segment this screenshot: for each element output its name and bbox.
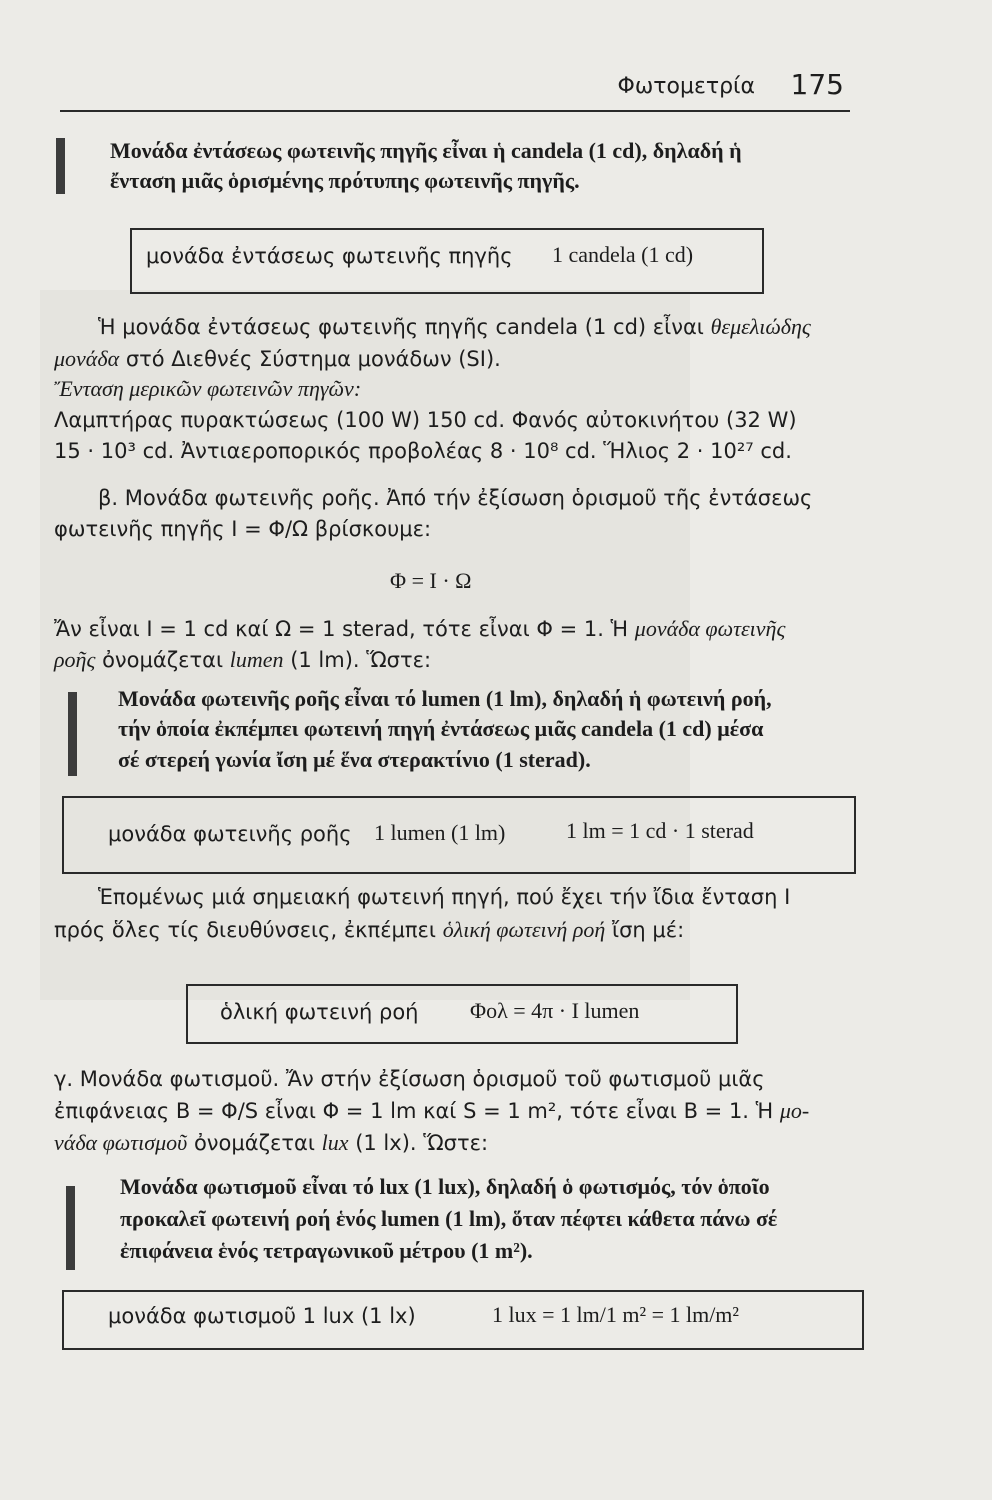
section-b-line1: β. Μονάδα φωτεινῆς ροῆς. Ἀπό τήν ἐξίσωση ὁρισμοῦ τῆς ἐντάσεως: [98, 486, 813, 510]
section-b-line3: Ἄν εἶναι I = 1 cd καί Ω = 1 sterad, τότε εἶναι Φ = 1. Ἡ μονάδα φωτεινῆς: [54, 616, 786, 641]
lux-box-relation: 1 lux = 1 lm/1 m² = 1 lm/m²: [492, 1302, 740, 1327]
lux-definition-line2: προκαλεῖ φωτεινή ροή ἑνός lumen (1 lm), ὅταν πέφτει κάθετα πάνω σέ: [120, 1206, 778, 1231]
definition-marker-bar: [68, 692, 77, 776]
para1-line3: Ἔνταση μερικῶν φωτεινῶν πηγῶν:: [54, 376, 362, 401]
total-flux-formula: Φολ = 4π · I lumen: [470, 998, 640, 1023]
lux-definition-line3: ἐπιφάνεια ἑνός τετραγωνικοῦ μέτρου (1 m²).: [120, 1238, 533, 1263]
lumen-definition-line3: σέ στερεή γωνία ἴση μέ ἕνα στερακτίνιο (1 sterad).: [118, 747, 591, 772]
definition-marker-bar: [56, 138, 65, 194]
lux-box-label: μονάδα φωτισμοῦ 1 lux (1 lx): [108, 1304, 416, 1328]
candela-definition-line2: ἔνταση μιᾶς ὁρισμένης πρότυπης φωτεινῆς πηγῆς.: [110, 168, 580, 193]
header-rule: [60, 110, 850, 112]
definition-marker-bar: [66, 1186, 75, 1270]
lux-unit-box: [62, 1290, 864, 1350]
total-flux-label: ὁλική φωτεινή ροή: [220, 1000, 419, 1024]
para1-line4: Λαμπτήρας πυρακτώσεως (100 W) 150 cd. Φανός αὐτοκινήτου (32 W): [54, 408, 797, 432]
lumen-box-relation: 1 lm = 1 cd · 1 sterad: [566, 818, 754, 843]
candela-unit-box: [130, 228, 764, 294]
section-b-line2: φωτεινῆς πηγῆς I = Φ/Ω βρίσκουμε:: [54, 517, 432, 541]
para2-line2: πρός ὅλες τίς διευθύνσεις, ἐκπέμπει ὁλική φωτεινή ροή ἴση μέ:: [54, 917, 685, 942]
para2-line1: Ἑπομένως μιά σημειακή φωτεινή πηγή, πού ἔχει τήν ἴδια ἔνταση I: [98, 885, 791, 909]
lumen-box-label: μονάδα φωτεινῆς ροῆς: [108, 822, 352, 846]
lumen-definition-line1: Μονάδα φωτεινῆς ροῆς εἶναι τό lumen (1 lm), δηλαδή ἡ φωτεινή ροή,: [118, 686, 772, 711]
flux-formula: Φ = I · Ω: [390, 568, 472, 593]
lumen-unit-box: [62, 796, 856, 874]
lumen-box-unit: 1 lumen (1 lm): [374, 820, 506, 845]
section-c-line3: νάδα φωτισμοῦ ὀνομάζεται lux (1 lx). Ὥστε:: [54, 1130, 489, 1155]
total-flux-box: [186, 984, 738, 1044]
candela-definition-line1: Μονάδα ἐντάσεως φωτεινῆς πηγῆς εἶναι ἡ candela (1 cd), δηλαδή ἡ: [110, 138, 742, 163]
chapter-title: Φωτομετρία: [617, 74, 755, 99]
para1-line1: Ἡ μονάδα ἐντάσεως φωτεινῆς πηγῆς candela (1 cd) εἶναι θεμελιώδης: [98, 314, 811, 339]
running-header: [590, 68, 850, 102]
candela-box-value: 1 candela (1 cd): [552, 242, 694, 267]
para1-line5: 15 · 10³ cd. Ἀντιαεροπορικός προβολέας 8 · 10⁸ cd. Ἥλιος 2 · 10²⁷ cd.: [54, 439, 792, 463]
candela-box-label: μονάδα ἐντάσεως φωτεινῆς πηγῆς: [146, 244, 513, 268]
lumen-definition-line2: τήν ὁποία ἐκπέμπει φωτεινή πηγή ἐντάσεως μιᾶς candela (1 cd) μέσα: [118, 716, 764, 741]
page-number: 175: [790, 68, 844, 101]
para1-line2: μονάδα στό Διεθνές Σύστημα μονάδων (SI).: [54, 346, 501, 371]
section-c-line1: γ. Μονάδα φωτισμοῦ. Ἄν στήν ἐξίσωση ὁρισμοῦ τοῦ φωτισμοῦ μιᾶς: [54, 1067, 765, 1091]
section-c-line2: ἐπιφάνειας B = Φ/S εἶναι Φ = 1 lm καί S = 1 m², τότε εἶναι B = 1. Ἡ μο-: [54, 1098, 810, 1123]
section-b-line4: ροῆς ὀνομάζεται lumen (1 lm). Ὥστε:: [54, 647, 432, 672]
lux-definition-line1: Μονάδα φωτισμοῦ εἶναι τό lux (1 lux), δηλαδή ὁ φωτισμός, τόν ὁποῖο: [120, 1174, 770, 1199]
